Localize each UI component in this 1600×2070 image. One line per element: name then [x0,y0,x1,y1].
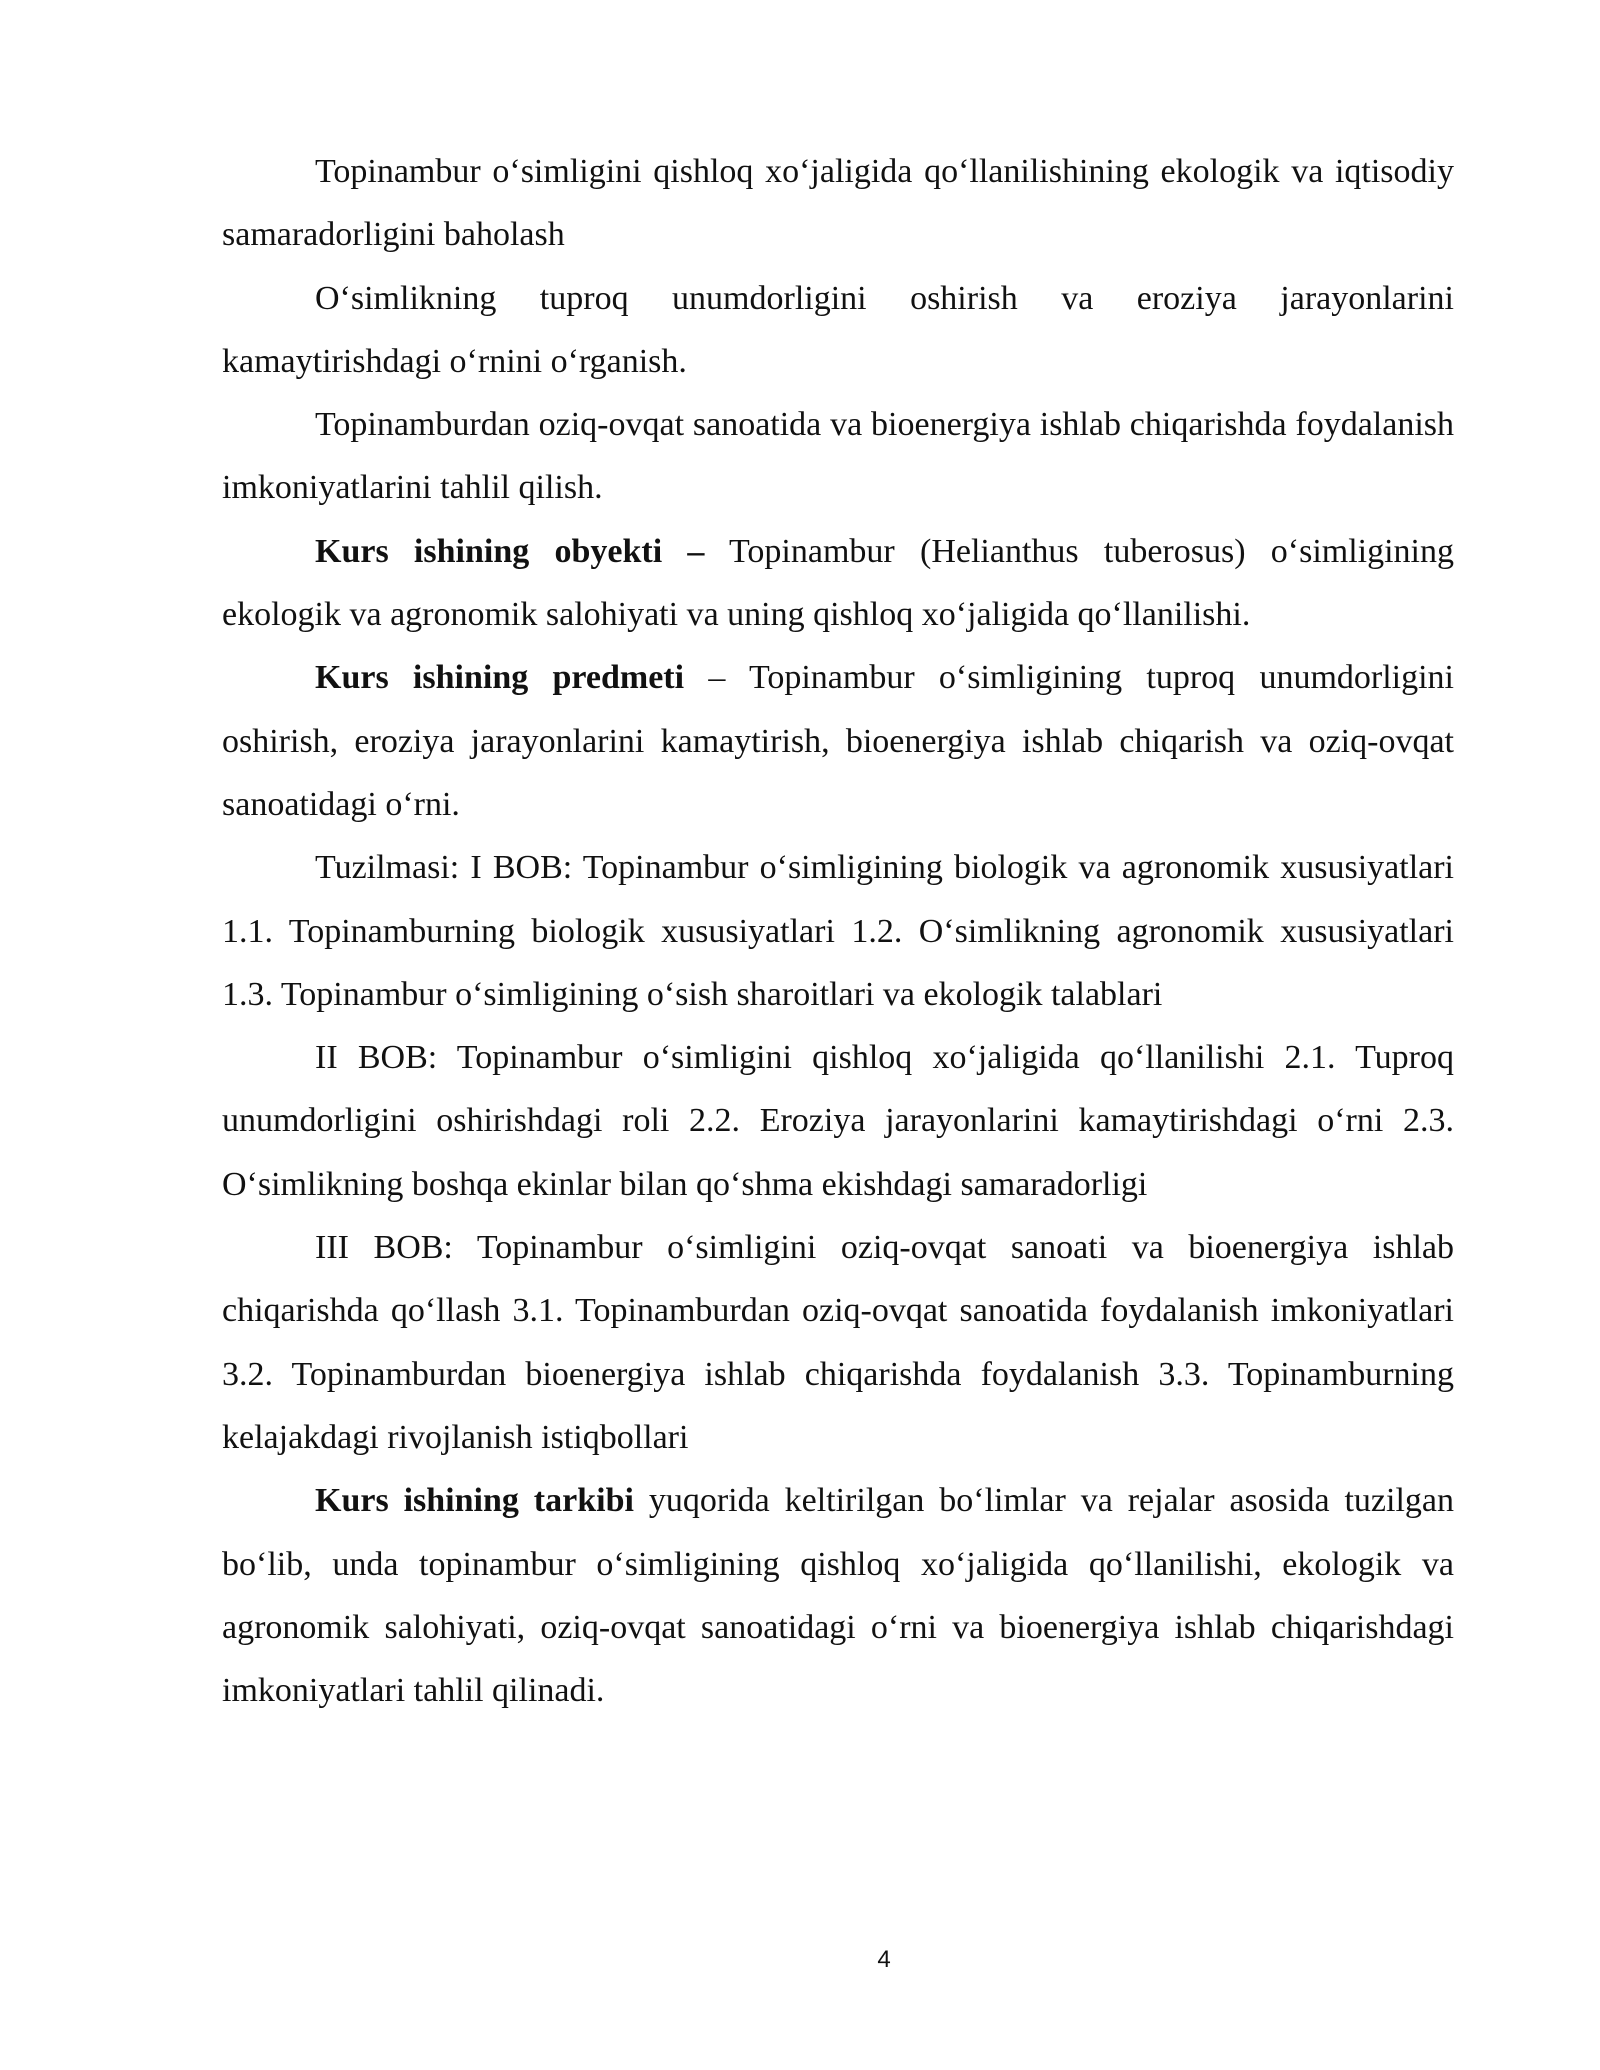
paragraph-structure-chapter-1 [222,836,1454,1026]
paragraph-text: O‘simlikning tuproq unumdorligini oshirish va eroziya jarayonlarini kamaytirishdagi o‘rnini o‘rganish. [222,279,1454,380]
paragraph-bold-lead: Kurs ishining tarkibi [315,1482,634,1520]
paragraph-composition [222,1469,1454,1722]
page-body [222,140,1454,1722]
paragraph-text: – Topinambur o‘simligining tuproq unumdorligini oshirish, eroziya jarayonlarini kamaytirish, bioenergiya ishlab chiqarish va oziq-ovqat sanoatidagi o‘rni. [222,659,1454,823]
paragraph-bold-lead: Kurs ishining obyekti – [315,532,705,570]
paragraph-structure-chapter-3 [222,1216,1454,1469]
paragraph-subject [222,646,1454,836]
paragraph-text: Topinambur o‘simligini qishloq xo‘jaligida qo‘llanilishining ekologik va iqtisodiy samaradorligini baholash [222,153,1454,254]
paragraph-bold-lead: Kurs ishining predmeti [315,659,685,697]
paragraph-goal-evaluation [222,140,1454,267]
paragraph-text: Topinambur (Helianthus tuberosus) o‘simligining ekologik va agronomik salohiyati va uning qishloq xo‘jaligida qo‘llanilishi. [222,532,1454,634]
paragraph-text: yuqorida keltirilgan bo‘limlar va rejalar asosida tuzilgan bo‘lib, unda topinambur o‘simligining qishloq xo‘jaligida qo‘llanilishi, ekologik va agronomik salohiyati, oziq-ovqat sanoatidagi o‘rni va bioenergiya ishlab chiqarishdagi imkoniyatlari tahlil qilinadi. [222,1482,1454,1710]
paragraph-text: Tuzilmasi: I BOB: Topinambur o‘simligining biologik va agronomik xususiyatlari 1.1. Topinamburning biologik xususiyatlari 1.2. O‘simlikning agronomik xususiyatlari 1.3. Topinambur o‘simligining o‘sish sharoitlari va ekologik talablari [222,849,1454,1013]
page-number: 4 [877,1946,891,1973]
paragraph-goal-soil [222,267,1454,394]
paragraph-goal-food-energy [222,393,1454,520]
paragraph-structure-chapter-2 [222,1026,1454,1216]
paragraph-text: III BOB: Topinambur o‘simligini oziq-ovqat sanoati va bioenergiya ishlab chiqarishda qo‘llash 3.1. Topinamburdan oziq-ovqat sanoatida foydalanish imkoniyatlari 3.2. Topinamburdan bioenergiya ishlab chiqarishda foydalanish 3.3. Topinamburning kelajakdagi rivojlanish istiqbollari [222,1229,1454,1456]
paragraph-text: II BOB: Topinambur o‘simligini qishloq xo‘jaligida qo‘llanilishi 2.1. Tuproq unumdorligini oshirishdagi roli 2.2. Eroziya jarayonlarini kamaytirishdagi o‘rni 2.3. O‘simlikning boshqa ekinlar bilan qo‘shma ekishdagi samaradorligi [222,1039,1454,1203]
paragraph-text: Topinamburdan oziq-ovqat sanoatida va bioenergiya ishlab chiqarishda foydalanish imkoniyatlarini tahlil qilish. [222,406,1454,507]
paragraph-object [222,520,1454,647]
